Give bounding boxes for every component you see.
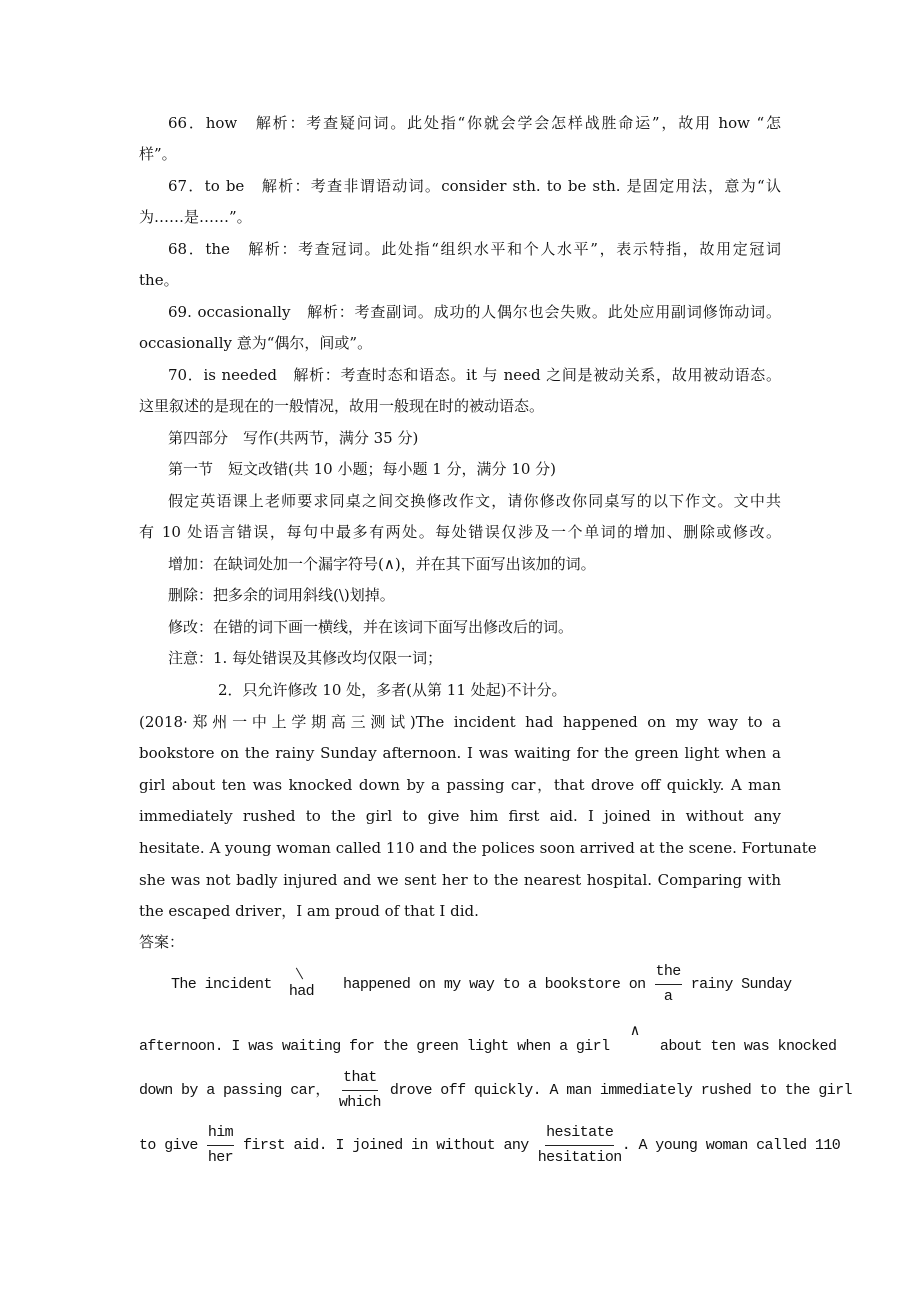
- correction: [339, 1066, 381, 1115]
- wrong-word: the: [655, 960, 682, 985]
- answer-text: drove off quickly. A man immediately rushed to the girl: [389, 1081, 852, 1099]
- text-line: 66．how 解析：考查疑问词。此处指“你就会学会怎样战胜命运”，故用 how “怎: [168, 114, 781, 132]
- text-line: the escaped driver，I am proud of that I did.: [139, 902, 479, 920]
- answer-text: The incident: [171, 975, 272, 993]
- corrected-word: a: [663, 988, 673, 1005]
- corrected-word: which: [338, 1094, 381, 1111]
- text-line: hesitate. A young woman called 110 and the polices soon arrived at the scene. Fortunate: [139, 839, 817, 857]
- corrected-word: her: [207, 1149, 234, 1166]
- answer-text: to give: [139, 1136, 198, 1154]
- text-line: 第四部分 写作(共两节，满分 35 分): [168, 429, 419, 447]
- answer-line-3: [139, 1066, 852, 1115]
- text-line: 修改：在错的词下画一横线，并在该词下面写出修改后的词。: [168, 618, 574, 636]
- correction: [207, 1121, 234, 1170]
- text-line: 68．the 解析：考查冠词。此处指“组织水平和个人水平”，表示特指，故用定冠词: [168, 240, 781, 258]
- text-line: 注意：1. 每处错误及其修改均仅限一词；: [168, 649, 443, 667]
- text-line: 这里叙述的是现在的一般情况，故用一般现在时的被动语态。: [139, 397, 545, 415]
- text-line: girl about ten was knocked down by a passing car，that drove off quickly. A man: [139, 776, 781, 794]
- text-line: the。: [139, 271, 179, 289]
- insertion-caret-icon: ∧: [630, 1023, 639, 1040]
- wrong-word: him: [207, 1121, 234, 1146]
- answer-text: happened on my way to a bookstore on: [343, 975, 646, 993]
- answer-text: down by a passing car，: [139, 1081, 330, 1099]
- answer-line-4: [139, 1121, 840, 1170]
- corrected-word: hesitation: [537, 1149, 622, 1166]
- text-line: occasionally 意为“偶尔，间或”。: [139, 334, 373, 352]
- text-line: 增加：在缺词处加一个漏字符号(∧)，并在其下面写出该加的词。: [168, 555, 596, 573]
- wrong-word: hesitate: [545, 1121, 614, 1146]
- text-line: (2018·郑州一中上学期高三测试)The incident had happened on my way to a: [139, 713, 781, 731]
- text-line: she was not badly injured and we sent her to the nearest hospital. Comparing with: [139, 871, 781, 889]
- correction: [655, 960, 682, 1009]
- answer-line-2: [139, 1020, 836, 1058]
- text-line: bookstore on the rainy Sunday afternoon. I was waiting for the green light when a: [139, 744, 781, 762]
- text-line: 第一节 短文改错(共 10 小题；每小题 1 分，满分 10 分): [168, 460, 557, 478]
- wrong-word: that: [342, 1066, 378, 1091]
- text-line: 70．is needed 解析：考查时态和语态。it 与 need 之间是被动关系，故用被动语态。: [168, 366, 781, 384]
- answer-line-1: [171, 960, 792, 1009]
- correction: [538, 1121, 622, 1170]
- text-line: 假定英语课上老师要求同桌之间交换修改作文，请你修改你同桌写的以下作文。文中共: [168, 492, 781, 510]
- text-line: 样”。: [139, 145, 177, 163]
- text-line: 为……是……”。: [139, 208, 252, 226]
- text-line: 69. occasionally 解析：考查副词。成功的人偶尔也会失败。此处应用副词修饰动词。: [168, 303, 781, 321]
- answer-text: about ten was knocked: [659, 1038, 837, 1055]
- text-line: 有 10 处语言错误，每句中最多有两处。每处错误仅涉及一个单词的增加、删除或修改。: [139, 523, 781, 541]
- answer-text: . A young woman called 110: [621, 1136, 841, 1154]
- deleted-word: [289, 967, 314, 1003]
- text-line: 67．to be 解析：考查非谓语动词。consider sth. to be sth. 是固定用法，意为“认: [168, 177, 781, 195]
- text-line: 2．只允许修改 10 处，多者(从第 11 处起)不计分。: [218, 681, 567, 699]
- deleted-word-text: had: [288, 982, 315, 1000]
- text-line: 删除：把多余的词用斜线(\)划掉。: [168, 586, 395, 604]
- answer-text: rainy Sunday: [690, 975, 792, 993]
- text-line: immediately rushed to the girl to give him first aid. I joined in without any: [139, 807, 781, 825]
- answer-heading: 答案：: [139, 933, 185, 951]
- deletion-slash-icon: [296, 967, 303, 979]
- answer-text: afternoon. I was waiting for the green light when a girl: [139, 1038, 610, 1055]
- answer-text: first aid. I joined in without any: [243, 1136, 529, 1154]
